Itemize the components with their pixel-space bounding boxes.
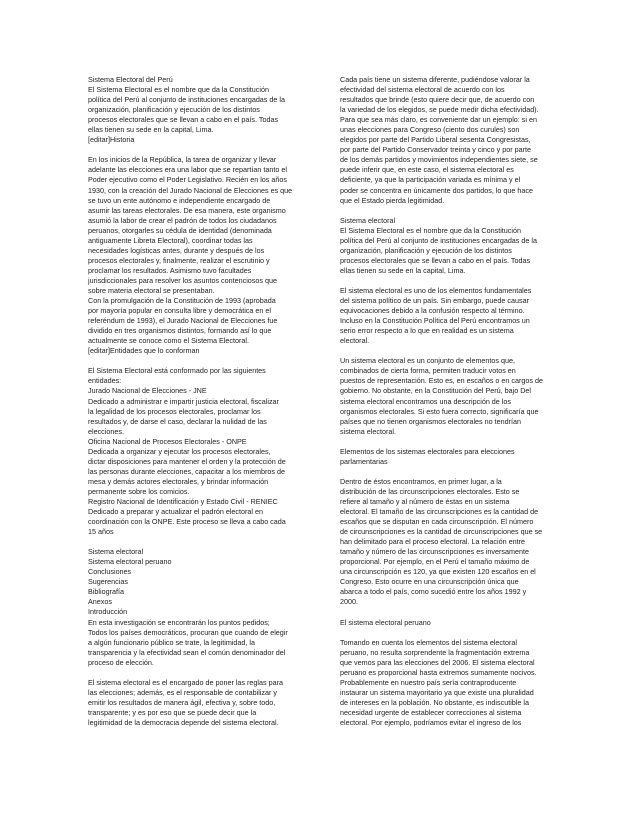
text-line: la legalidad de los procesos electorales, proclamar los (88, 406, 261, 416)
text-line: escaños que se disputan en cada circunscripción. El número (340, 517, 534, 527)
text-line: El Sistema Electoral está conformado por las siguientes (88, 366, 266, 376)
text-line: emitir los resultados de manera ágil, efectiva y, sobre todo, (88, 697, 276, 707)
text-line: electoral. El tamaño de las circunscripciones es la cantidad de (340, 507, 539, 517)
text-line: de los demás partidos y movimientos independientes siete, se (340, 155, 538, 165)
text-line: Oficina Nacional de Procesos Electorales - ONPE (88, 436, 247, 446)
text-line: transparencia y la efectividad sean el común denominador del (88, 647, 286, 657)
paragraph-gap (340, 628, 590, 638)
text-line: organismos electorales. Si esto fuera correcto, significaría que (340, 406, 539, 416)
text-line: Poder ejecutivo como el Poder Legislativo. Recién en los años (88, 175, 287, 185)
paragraph-gap (88, 668, 338, 678)
text-line: Incluso en la Constitución Política del Perú encontramos un (340, 316, 530, 326)
text-line: [editar]Entidades que lo conforman (88, 346, 200, 356)
text-line: una circunscripción es 120, ya que existen 120 escaños en el (340, 567, 536, 577)
text-line: resultados y, de darse el caso, declarar la nulidad de las (88, 416, 267, 426)
text-line: legitimidad de la democracia depende del sistema electoral. (88, 718, 279, 727)
text-line: elecciones. (88, 426, 124, 436)
text-line: procesos electorales y, finalmente, realizar el escrutinio y (88, 255, 270, 265)
text-line: países que no tienen organismos electorales no tendrían (340, 416, 522, 426)
text-line: Para que sea más claro, es conveniente dar un ejemplo: si en (340, 115, 537, 125)
text-line: permanente sobre los comicios. (88, 486, 190, 496)
text-line: 15 años (88, 527, 114, 537)
text-line: puede inferir que, en este caso, el sistema electoral es (340, 165, 514, 175)
paragraph-gap (340, 607, 590, 617)
text-line: sistema electoral. (340, 426, 396, 436)
text-line: 2000. (340, 597, 358, 607)
left-column (88, 75, 338, 728)
text-line: refiere al tamaño y al número de éstas en un sistema (340, 496, 510, 506)
text-line: En los inicios de la República, la tarea de organizar y llevar (88, 155, 277, 165)
text-line: sobre materia electoral se presentaban. (88, 285, 215, 295)
text-line: Conclusiones (88, 567, 132, 577)
text-line: tamaño y número de las circunscripciones es inversamente (340, 547, 529, 557)
paragraph-gap (340, 437, 590, 447)
text-line: El sistema electoral peruano (340, 617, 431, 627)
text-line: Bibliografía (88, 587, 124, 597)
text-line: peruano es proporcional hasta extremos sumamente nocivos. (340, 667, 537, 677)
text-line: proclamar los resultados. Asimismo tuvo facultades (88, 265, 252, 275)
right-column (340, 75, 590, 728)
text-line: asumir las tareas electorales. De esa manera, este organismo (88, 205, 286, 215)
text-line: electoral. (340, 336, 370, 346)
text-line: procesos electorales que se llevan a cabo en el país. Todas (88, 115, 279, 125)
text-line: que vemos para las elecciones del 2006. El sistema electoral (340, 657, 535, 667)
text-line: las personas durante elecciones, capacitar a los miembros de (88, 466, 285, 476)
text-line: resultados que brinde (esto quiere decir que, de acuerdo con (340, 95, 535, 105)
text-line: Registro Nacional de Identificación y Estado Civil - RENIEC (88, 496, 278, 506)
text-line: adelante las elecciones era una labor que se repartían tanto el (88, 165, 287, 175)
text-line: Dedicado a administrar e impartir justicia electoral, fiscalizar (88, 396, 279, 406)
text-line: jurisdiccionales para resolver los asuntos contenciosos que (88, 275, 277, 285)
text-line: Un sistema electoral es un conjunto de elementos que, (340, 356, 515, 366)
text-line: que el Estado pierda legitimidad. (340, 195, 445, 205)
text-line: unas elecciones para Congreso (ciento dos curules) son (340, 125, 520, 135)
text-line: entidades: (88, 376, 122, 386)
text-line: Sistema electoral peruano (88, 557, 172, 567)
text-line: mesa y demás actores electorales, y brindar información (88, 476, 269, 486)
text-line: Sugerencias (88, 577, 128, 587)
text-line: Sistema electoral (340, 215, 396, 225)
text-line: Elementos de los sistemas electorales para elecciones (340, 446, 515, 456)
text-line: del sistema político de un país. Sin embargo, puede causar (340, 296, 529, 306)
text-line: Todos los países democráticos, procuran que cuando de elegir (88, 627, 288, 637)
text-line: Sistema Electoral del Perú (88, 75, 173, 84)
text-line: la variedad de los elegidos, se puede medir dicha efectividad). (340, 105, 539, 115)
text-line: sistema electoral encontramos una descripción de los (340, 396, 511, 406)
text-line: proceso de elección. (88, 657, 154, 667)
text-line: organización, planificación y ejecución de los distintos (88, 105, 260, 115)
text-line: de intereses en la población. No obstante, es indiscutible la (340, 697, 529, 707)
paragraph-gap (340, 346, 590, 356)
text-line: dividido en tres organismos distintos, formando así lo que (88, 326, 272, 336)
text-line: deficiente, ya que la participación variada es mínima y el (340, 175, 521, 185)
paragraph-gap (340, 276, 590, 286)
text-line: transparente; y es por eso que se puede decir que la (88, 707, 257, 717)
text-line: Introducción (88, 607, 128, 617)
text-line: distribución de las circunscripciones electorales. Esto se (340, 486, 520, 496)
text-line: gobierno. No obstante, en la Constitución del Perú, bajo Del (340, 386, 531, 396)
text-line: Dedicada a organizar y ejecutar los procesos electorales, (88, 446, 271, 456)
text-line: han delimitado para el proceso electoral. La relación entre (340, 537, 525, 547)
paragraph-gap (340, 206, 590, 216)
text-line: necesidad urgente de establecer correcciones al sistema (340, 707, 522, 717)
text-line: [editar]Historia (88, 135, 135, 145)
text-line: coordinación con la ONPE. Este proceso se lleva a cabo cada (88, 517, 286, 527)
text-line: referéndum de 1993), el Jurado Nacional de Elecciones fue (88, 316, 278, 326)
text-line: Jurado Nacional de Elecciones - JNE (88, 386, 207, 396)
paragraph-gap (88, 356, 338, 366)
text-line: Probablemente en nuestro país sería contraproducente (340, 677, 517, 687)
text-line: de circunscripciones es la cantidad de circunscripciones que se (340, 527, 543, 537)
text-line: poder se concentra en únicamente dos partidos, lo que hace (340, 185, 533, 195)
text-line: actualmente se conoce como el Sistema Electoral. (88, 336, 249, 346)
text-line: puestos de representación. Esto es, en escaños o en cargos de (340, 376, 543, 386)
text-line: procesos electorales que se llevan a cabo en el país. Todas (340, 255, 531, 265)
text-line: dictar disposiciones para mantener el orden y la protección de (88, 456, 286, 466)
text-line: peruanos, otorgarles su cédula de identidad (denominada (88, 225, 272, 235)
text-line: efectividad del sistema electoral de acuerdo con los (340, 85, 505, 95)
text-line: las elecciones; además, es el responsable de contabilizar y (88, 687, 277, 697)
text-line: serio error respecto a lo que en realidad es un sistema (340, 326, 514, 336)
text-line: antiguamente Libreta Electoral), coordinar todas las (88, 235, 253, 245)
text-line: abarca a todo el país, como sucedió entre los años 1992 y (340, 587, 527, 597)
text-line: ellas tienen su sede en la capital, Lima. (340, 265, 466, 275)
text-line: política del Perú al conjunto de instituciones encargadas de la (88, 95, 285, 105)
text-line: instaurar un sistema mayoritario ya que existe una pluralidad (340, 687, 534, 697)
paragraph-gap (340, 467, 590, 477)
text-line: El sistema electoral es el encargado de poner las reglas para (88, 677, 283, 687)
text-line: organización, planificación y ejecución de los distintos (340, 245, 512, 255)
paragraph-gap (88, 145, 338, 155)
text-line: asumió la labor de crear el padrón de todos los ciudadanos (88, 215, 277, 225)
text-line: electoral. Por ejemplo, podríamos evitar el ingreso de los (340, 718, 522, 727)
text-line: proporcional. Por ejemplo, en el Perú el tamaño máximo de (340, 557, 530, 567)
text-line: por mayoría popular en consulta libre y democrática en el (88, 306, 271, 316)
text-line: 1930, con la creación del Jurado Nacional de Elecciones es que (88, 185, 293, 195)
text-line: política del Perú al conjunto de instituciones encargadas de la (340, 235, 537, 245)
text-line: El sistema electoral es uno de los elementos fundamentales (340, 285, 532, 295)
text-line: combinados de cierta forma, permiten traducir votos en (340, 366, 516, 376)
text-line: Dedicado a preparar y actualizar el padrón electoral en (88, 507, 263, 517)
text-line: El Sistema Electoral es el nombre que da la Constitución (88, 85, 269, 95)
text-line: por parte del Partido Conservador treinta y cinco y por parte (340, 145, 531, 155)
text-line: Con la promulgación de la Constitución de 1993 (aprobada (88, 296, 276, 306)
text-line: Sistema electoral (88, 547, 144, 557)
text-line: se tuvo un ente autónomo e independiente encargado de (88, 195, 271, 205)
text-line: peruano, no resulta sorprendente la fragmentación extrema (340, 647, 530, 657)
text-line: ellas tienen su sede en la capital, Lima. (88, 125, 214, 135)
text-line: elegidos por parte del Partido Liberal sesenta Congresistas, (340, 135, 531, 145)
text-line: En esta investigación se encontrarán los puntos pedidos; (88, 617, 270, 627)
text-line: Tomando en cuenta los elementos del sistema electoral (340, 637, 517, 647)
text-line: Cada país tiene un sistema diferente, pudiéndose valorar la (340, 75, 530, 84)
text-line: equivocaciones debido a la confusión respecto al término. (340, 306, 525, 316)
text-line: a algún funcionario público se trate, la legitimidad, la (88, 637, 256, 647)
paragraph-gap (88, 537, 338, 547)
text-line: El Sistema Electoral es el nombre que da la Constitución (340, 225, 521, 235)
text-line: necesidades logísticas antes, durante y después de los (88, 245, 265, 255)
text-line: Congreso. Esto ocurre en una circunscripción única que (340, 577, 519, 587)
text-line: Anexos (88, 597, 112, 607)
text-line: Dentro de éstos encontramos, en primer lugar, a la (340, 476, 502, 486)
text-line: parlamentarias (340, 456, 388, 466)
